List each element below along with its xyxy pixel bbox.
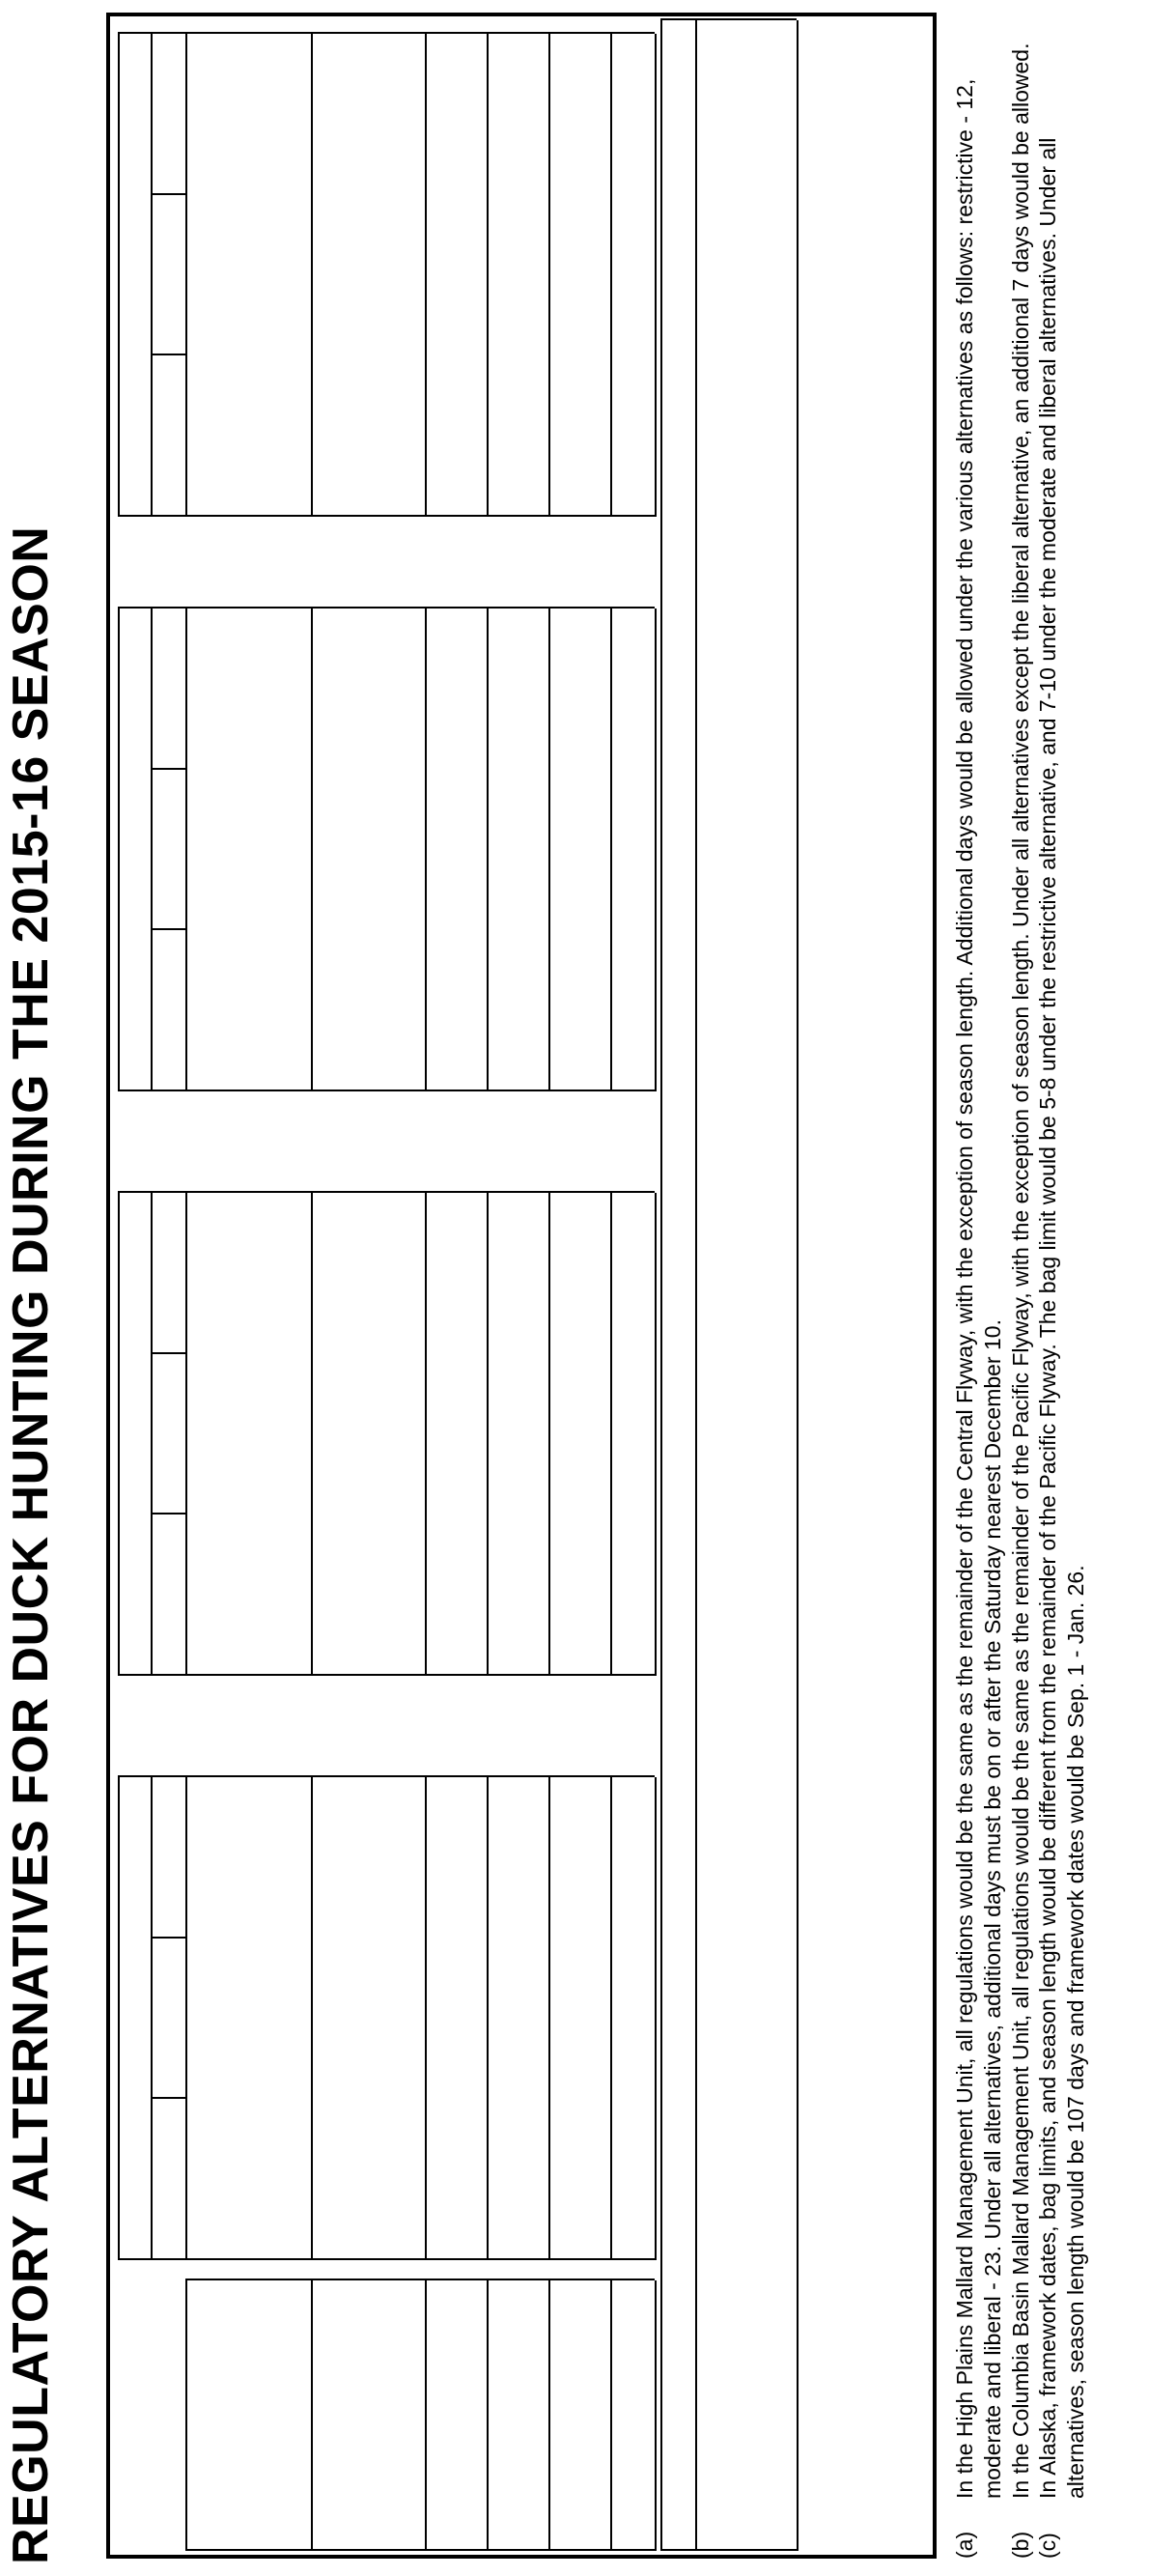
table-cell — [487, 1939, 548, 2100]
row-divider — [695, 20, 697, 2551]
row-divider — [610, 1193, 612, 1676]
alternative-header-mod — [151, 1939, 185, 2100]
species-limits-header — [660, 1676, 695, 2551]
footnote-text: In the Columbia Basin Mallard Management Unit, all regulations would be the same as the remainder of the Pacific Flyway, with the exception of season length. Under all alternatives except the liberal alternative, an additional 7 days would be allowed. — [1007, 42, 1033, 2499]
table-cell — [487, 770, 548, 931]
table-cell — [425, 609, 487, 770]
table-cell — [425, 355, 487, 517]
footnote-text: In the High Plains Mallard Management Unit, all regulations would be the same as the remainder of the Central Flyway, with the exception of season length. Additional days would be allowed under the various alternatives as follows: restrictive - 12, moderate and liberal - 23. Under all alternatives, additional days must be on or after the Saturday nearest December 10. — [952, 78, 1005, 2499]
table-cell — [185, 1777, 311, 1939]
row-divider — [487, 34, 489, 517]
row-divider — [548, 1193, 550, 1676]
table-cell — [610, 1514, 655, 1676]
footnote — [1007, 28, 1035, 2559]
column-divider — [151, 193, 185, 195]
alternative-header-res — [151, 930, 185, 1091]
table-cell — [425, 34, 487, 195]
table-cell — [425, 195, 487, 356]
mallard-limit-cell — [695, 1777, 797, 1939]
row-label — [425, 2280, 487, 2551]
row-divider — [610, 34, 612, 517]
flyway-header — [118, 1777, 151, 2260]
footnote-marker: (a) — [952, 2531, 977, 2559]
table-cell — [487, 1193, 548, 1354]
table-cell — [425, 1777, 487, 1939]
table-cell — [548, 34, 610, 195]
page-title: REGULATORY ALTERNATIVES FOR DUCK HUNTING DURING THE 2015-16 SEASON — [3, 525, 59, 2564]
row-label — [610, 2280, 655, 2551]
table-cell — [311, 1777, 425, 1939]
table-cell — [487, 1777, 548, 1939]
row-divider — [548, 2280, 550, 2551]
footnote-marker: (c) — [1035, 2533, 1061, 2559]
mallard-limit-cell — [695, 195, 797, 356]
row-divider — [548, 609, 550, 1091]
row-divider — [487, 2280, 489, 2551]
table-cell — [311, 34, 425, 195]
table-cell — [311, 1354, 425, 1515]
column-divider — [151, 1352, 185, 1354]
row-divider — [797, 20, 799, 2551]
table-cell — [425, 1193, 487, 1354]
alternative-header-mod — [151, 770, 185, 931]
row-divider — [185, 609, 187, 1091]
footnote-marker: (b) — [1007, 2531, 1033, 2559]
row-divider — [425, 2280, 427, 2551]
column-divider — [151, 1513, 185, 1514]
column-divider — [151, 354, 185, 355]
row-label — [311, 2280, 425, 2551]
row-divider — [118, 1777, 120, 2260]
column-divider — [151, 2097, 185, 2099]
table-cell — [610, 1777, 655, 1939]
mallard-limit-cell — [695, 609, 797, 770]
regulations-table — [106, 13, 937, 2559]
table-cell — [185, 355, 311, 517]
table-cell — [610, 609, 655, 770]
table-cell — [185, 770, 311, 931]
row-divider — [655, 1777, 657, 2260]
table-cell — [311, 770, 425, 931]
row-divider — [610, 609, 612, 1091]
alternative-header-mod — [151, 195, 185, 356]
flyway-header — [118, 34, 151, 517]
table-cell — [185, 1193, 311, 1354]
table-cell — [185, 930, 311, 1091]
table-cell — [610, 355, 655, 517]
mallard-limit-cell — [695, 1514, 797, 1676]
row-divider — [548, 1777, 550, 2260]
table-cell — [425, 2099, 487, 2260]
alternative-header-mod — [151, 1354, 185, 1515]
table-cell — [425, 1939, 487, 2100]
column-divider — [185, 2279, 655, 2280]
table-cell — [185, 1939, 311, 2100]
row-divider — [548, 34, 550, 517]
table-cell — [311, 1514, 425, 1676]
row-divider — [311, 34, 313, 517]
footnote — [951, 28, 1007, 2559]
table-cell — [185, 34, 311, 195]
table-cell — [311, 2099, 425, 2260]
mallard-label — [695, 2280, 797, 2551]
table-cell — [185, 2099, 311, 2260]
row-divider — [487, 1777, 489, 2260]
table-cell — [311, 930, 425, 1091]
row-divider — [118, 34, 120, 517]
table-cell — [487, 34, 548, 195]
table-cell — [425, 770, 487, 931]
table-cell — [548, 930, 610, 1091]
table-cell — [425, 1514, 487, 1676]
mallard-limit-cell — [695, 1354, 797, 1515]
row-divider — [425, 1193, 427, 1676]
row-divider — [425, 34, 427, 517]
alternative-header-lib — [151, 1777, 185, 1939]
alternative-header-lib — [151, 34, 185, 195]
row-divider — [311, 1777, 313, 2260]
table-cell — [548, 609, 610, 770]
mallard-limit-cell — [695, 2099, 797, 2260]
table-cell — [487, 930, 548, 1091]
row-divider — [425, 609, 427, 1091]
table-cell — [548, 1939, 610, 2100]
alternative-header-lib — [151, 609, 185, 770]
table-cell — [610, 195, 655, 356]
table-cell — [185, 609, 311, 770]
mallard-limit-cell — [695, 355, 797, 517]
table-cell — [185, 1354, 311, 1515]
table-cell — [610, 2099, 655, 2260]
table-cell — [185, 1514, 311, 1676]
table-cell — [548, 355, 610, 517]
alternative-header-res — [151, 355, 185, 517]
table-cell — [425, 930, 487, 1091]
table-cell — [487, 195, 548, 356]
table-cell — [548, 1777, 610, 1939]
table-cell — [548, 770, 610, 931]
table-cell — [610, 34, 655, 195]
mallard-limit-cell — [695, 770, 797, 931]
row-divider — [185, 2280, 187, 2551]
table-cell — [311, 195, 425, 356]
table-cell — [311, 1193, 425, 1354]
table-cell — [610, 1354, 655, 1515]
row-divider — [610, 1777, 612, 2260]
footnote-text: In Alaska, framework dates, bag limits, and season length would be different from the remainder of the Pacific Flyway. The bag limit would be 5-8 under the restrictive alternative, and 7-10 under the moderate and liberal alternatives. Under all alternatives, season length would be 107 days and framework dates would be Sep. 1 - Jan. 26. — [1035, 137, 1088, 2499]
column-divider — [660, 18, 797, 20]
row-divider — [655, 1193, 657, 1676]
row-divider — [311, 2280, 313, 2551]
row-divider — [311, 1193, 313, 1676]
table-cell — [487, 609, 548, 770]
table-cell — [610, 1939, 655, 2100]
row-label — [548, 2280, 610, 2551]
table-cell — [610, 770, 655, 931]
table-cell — [487, 1354, 548, 1515]
row-divider — [311, 609, 313, 1091]
row-divider — [487, 1193, 489, 1676]
row-label — [185, 2280, 311, 2551]
row-divider — [655, 609, 657, 1091]
alternative-header-res — [151, 2099, 185, 2260]
row-divider — [655, 2280, 657, 2551]
mallard-limit-cell — [695, 930, 797, 1091]
row-divider — [610, 2280, 612, 2551]
row-divider — [118, 609, 120, 1091]
table-cell — [548, 1354, 610, 1515]
row-divider — [425, 1777, 427, 2260]
row-divider — [185, 34, 187, 517]
row-divider — [185, 1193, 187, 1676]
row-divider — [655, 34, 657, 517]
table-cell — [548, 1514, 610, 1676]
table-cell — [548, 2099, 610, 2260]
column-divider — [151, 928, 185, 930]
mallard-limit-cell — [695, 34, 797, 195]
footnote — [1034, 28, 1090, 2559]
row-label — [487, 2280, 548, 2551]
footnotes — [951, 28, 1090, 2559]
flyway-header — [118, 609, 151, 1091]
row-divider — [487, 609, 489, 1091]
table-cell — [548, 1193, 610, 1354]
mallard-limit-cell — [695, 1193, 797, 1354]
alternative-header-res — [151, 1514, 185, 1676]
alternative-header-lib — [151, 1193, 185, 1354]
row-divider — [118, 1193, 120, 1676]
table-cell — [487, 355, 548, 517]
row-divider — [185, 1777, 187, 2260]
table-cell — [185, 195, 311, 356]
table-cell — [610, 1193, 655, 1354]
table-cell — [487, 2099, 548, 2260]
flyway-header — [118, 1193, 151, 1676]
table-cell — [487, 1514, 548, 1676]
column-divider — [151, 768, 185, 770]
column-divider — [185, 2549, 655, 2551]
column-divider — [151, 1937, 185, 1939]
table-cell — [311, 609, 425, 770]
mallard-limit-cell — [695, 1939, 797, 2100]
table-cell — [425, 1354, 487, 1515]
table-cell — [548, 195, 610, 356]
table-cell — [311, 1939, 425, 2100]
table-cell — [610, 930, 655, 1091]
table-cell — [311, 355, 425, 517]
